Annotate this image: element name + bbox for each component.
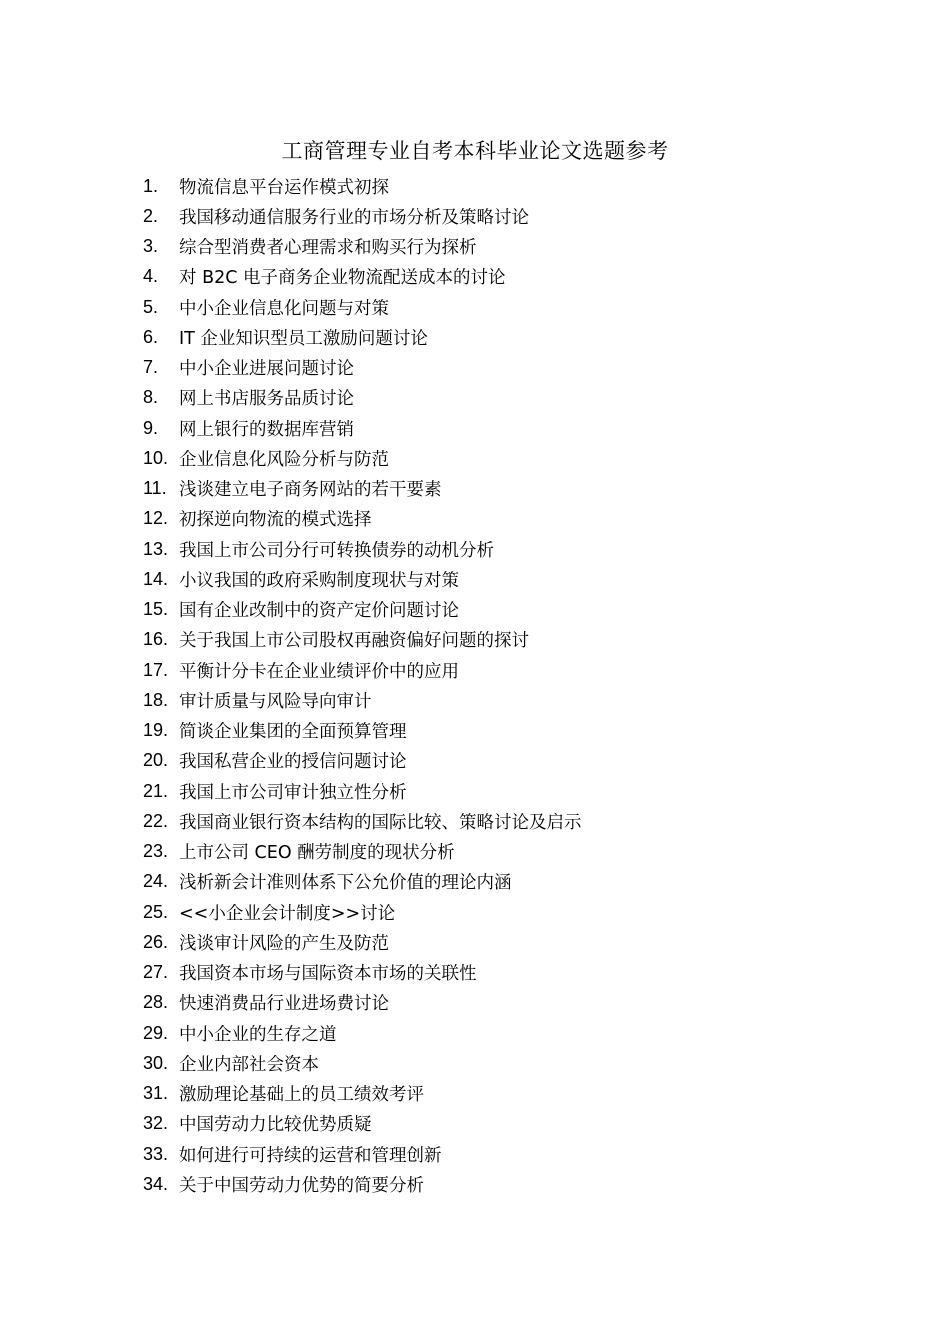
list-item-text: 我国移动通信服务行业的市场分析及策略讨论 [179,207,529,228]
list-item-number: 6. [143,326,159,347]
list-item-text: 国有企业改制中的资产定价问题讨论 [179,601,459,622]
list-item-number: 10. [143,447,169,468]
topic-list [143,171,582,1200]
list-item-number: 31. [143,1083,169,1104]
list-item-number: 34. [143,1173,169,1194]
list-item-text: 企业内部社会资本 [179,1054,319,1075]
list-item-number: 13. [143,538,169,559]
list-item-text: 小议我国的政府采购制度现状与对策 [179,570,459,591]
list-item-number: 33. [143,1143,169,1164]
list-item-text: 对 B2C 电子商务企业物流配送成本的讨论 [179,268,506,289]
list-item-text: IT 企业知识型员工激励问题讨论 [179,328,428,349]
list-item-number: 32. [143,1113,169,1134]
list-item [143,322,582,352]
list-item-text: 网上书店服务品质讨论 [179,389,354,410]
list-item-number: 19. [143,720,169,741]
list-item [143,625,582,655]
list-item [143,927,582,957]
list-item-number: 27. [143,962,169,983]
list-item-number: 17. [143,659,169,680]
list-item [143,988,582,1018]
list-item-number: 21. [143,780,169,801]
list-item [143,897,582,927]
list-item-number: 8. [143,387,159,408]
list-item [143,171,582,201]
list-item [143,413,582,443]
list-item [143,534,582,564]
list-item-number: 4. [143,266,159,287]
list-item [143,383,582,413]
list-item-text: <<小企业会计制度>>讨论 [179,903,396,924]
list-item-number: 3. [143,236,159,257]
list-item-text: 审计质量与风险导向审计 [179,691,372,712]
list-item-text: 中小企业进展问题讨论 [179,359,354,380]
list-item [143,262,582,292]
list-item-text: 浅析新会计准则体系下公允价值的理论内涵 [179,873,512,894]
list-item-number: 7. [143,357,159,378]
list-item-text: 中小企业信息化问题与对策 [179,298,389,319]
list-item [143,837,582,867]
list-item-number: 5. [143,296,159,317]
list-item-text: 如何进行可持续的运营和管理创新 [179,1145,442,1166]
list-item-number: 29. [143,1022,169,1043]
list-item [143,685,582,715]
list-item-number: 9. [143,417,159,438]
list-item [143,201,582,231]
list-item [143,716,582,746]
list-item-number: 24. [143,871,169,892]
list-item-number: 1. [143,175,159,196]
list-item-number: 20. [143,750,169,771]
list-item-text: 快速消费品行业进场费讨论 [179,994,389,1015]
list-item [143,443,582,473]
list-item [143,1018,582,1048]
list-item-text: 初探逆向物流的模式选择 [179,510,372,531]
list-item [143,232,582,262]
list-item [143,1169,582,1199]
list-item [143,1079,582,1109]
list-item-text: 我国上市公司分行可转换债券的动机分析 [179,540,494,561]
list-item-number: 2. [143,205,159,226]
list-item-text: 我国上市公司审计独立性分析 [179,782,407,803]
list-item [143,1048,582,1078]
list-item [143,776,582,806]
list-item-text: 中国劳动力比较优势质疑 [179,1115,372,1136]
list-item-text: 激励理论基础上的员工绩效考评 [179,1085,424,1106]
list-item [143,564,582,594]
list-item-text: 中小企业的生存之道 [179,1024,337,1045]
list-item-text: 关于我国上市公司股权再融资偏好问题的探讨 [179,631,529,652]
list-item [143,1109,582,1139]
list-item [143,806,582,836]
list-item-text: 企业信息化风险分析与防范 [179,449,389,470]
list-item [143,1139,582,1169]
list-item-number: 14. [143,568,169,589]
list-item [143,595,582,625]
list-item-number: 12. [143,508,169,529]
list-item-number: 22. [143,810,169,831]
list-item-number: 18. [143,689,169,710]
list-item-text: 关于中国劳动力优势的简要分析 [179,1175,424,1196]
list-item-number: 30. [143,1052,169,1073]
list-item-text: 我国资本市场与国际资本市场的关联性 [179,964,477,985]
list-item-text: 简谈企业集团的全面预算管理 [179,722,407,743]
list-item [143,504,582,534]
list-item [143,746,582,776]
list-item-text: 我国私营企业的授信问题讨论 [179,752,407,773]
list-item-text: 平衡计分卡在企业业绩评价中的应用 [179,661,459,682]
list-item-text: 物流信息平台运作模式初探 [179,177,389,198]
list-item-text: 浅谈审计风险的产生及防范 [179,933,389,954]
list-item [143,474,582,504]
list-item-number: 28. [143,992,169,1013]
list-item-text: 浅谈建立电子商务网站的若干要素 [179,480,442,501]
list-item [143,655,582,685]
list-item-text: 我国商业银行资本结构的国际比较、策略讨论及启示 [179,812,582,833]
list-item [143,353,582,383]
list-item-number: 26. [143,931,169,952]
list-item-text: 网上银行的数据库营销 [179,419,354,440]
list-item-number: 16. [143,629,169,650]
list-item [143,867,582,897]
document-title: 工商管理专业自考本科毕业论文选题参考 [281,139,669,163]
list-item-number: 11. [143,478,167,499]
list-item [143,958,582,988]
list-item-text: 上市公司 CEO 酬劳制度的现状分析 [179,843,455,864]
list-item-number: 15. [143,599,169,620]
list-item-number: 23. [143,841,169,862]
list-item-number: 25. [143,901,169,922]
list-item [143,292,582,322]
list-item-text: 综合型消费者心理需求和购买行为探析 [179,238,477,259]
